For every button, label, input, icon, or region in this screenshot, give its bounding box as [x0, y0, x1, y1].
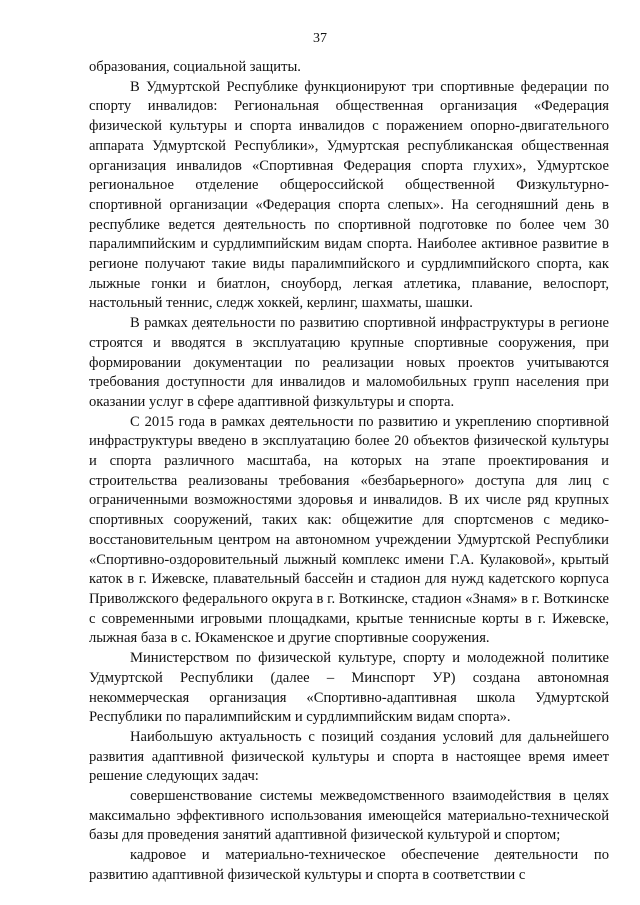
paragraph-priority-tasks: Наибольшую актуальность с позиций создания условий для дальнейшего развития адаптивной физической культуры и спорта в настоящее время имеет решение следующих задач: [89, 728, 609, 785]
paragraph-facilities-since-2015: С 2015 года в рамках деятельности по развитию и укреплению спортивной инфраструктуры введено в эксплуатацию более 20 объектов физической культуры и спорта различного масштаба, на которых на этапе проектирования и строительства реализованы требования «безбарьерного» доступа для лиц с ограниченными возможностями здоровья и инвалидов. В их числе ряд крупных спортивных сооружений, таких как: общежитие для спортсменов с медико-восстановительным центром на автономном учреждении Удмуртской Республики «Спортивно-оздоровительный лыжный комплекс имени Г.А. Кулаковой», крытый каток в г. Ижевске, плавательный бассейн и стадион для нужд кадетского корпуса Приволжского федерального округа в г. Воткинске, стадион «Знамя» в г. Воткинске с современными игровыми площадками, крытые теннисные корты в г. Ижевске, лыжная база в с. Юкаменское и другие спортивные сооружения. [89, 413, 609, 647]
page-number: 37 [313, 31, 327, 46]
document-body [89, 58, 609, 886]
paragraph-infrastructure: В рамках деятельности по развитию спортивной инфраструктуры в регионе строятся и вводятся в эксплуатацию крупные спортивные сооружения, при формировании документации по реализации новых проектов учитываются требования доступности для инвалидов и маломобильных групп населения при оказании услуг в сфере адаптивной физкультуры и спорта. [89, 315, 609, 410]
paragraph-task-interagency: совершенствование системы межведомственного взаимодействия в целях максимально эффективного использования имеющейся материально-технической базы для проведения занятий адаптивной физической культурой и спортом; [89, 788, 609, 844]
paragraph-sports-federations: В Удмуртской Республике функционируют три спортивные федерации по спорту инвалидов: Региональная общественная организация «Федерация физической культуры и спорта инвалидов с поражением опорно-двигательного аппарата Удмуртской Республики», Удмуртская республиканская общественная организация инвалидов «Спортивная Федерация спорта глухих», Удмуртское региональное отделение общероссийской общественной Физкультурно-спортивной организации «Федерация спорта слепых». На сегодняшний день в республике ведется деятельность по спортивной подготовке по более чем 30 паралимпийским и сурдлимпийским видам спорта. Наиболее активное развитие в регионе получают такие виды паралимпийского и сурдлимпийского спорта, как лыжные гонки и биатлон, сноуборд, легкая атлетика, плавание, велоспорт, настольный теннис, следж хоккей, керлинг, шахматы, шашки. [89, 78, 609, 312]
paragraph-ministry-school: Министерством по физической культуре, спорту и молодежной политике Удмуртской Республики (далее – Минспорт УР) создана автономная некоммерческая организация «Спортивно-адаптивная школа Удмуртской Республики по паралимпийским и сурдлимпийским видам спорта». [89, 650, 609, 726]
paragraph-continuation: образования, социальной защиты. [89, 59, 301, 75]
paragraph-task-staffing: кадровое и материально-техническое обеспечение деятельности по развитию адаптивной физической культуры и спорта в соответствии с [89, 847, 609, 883]
